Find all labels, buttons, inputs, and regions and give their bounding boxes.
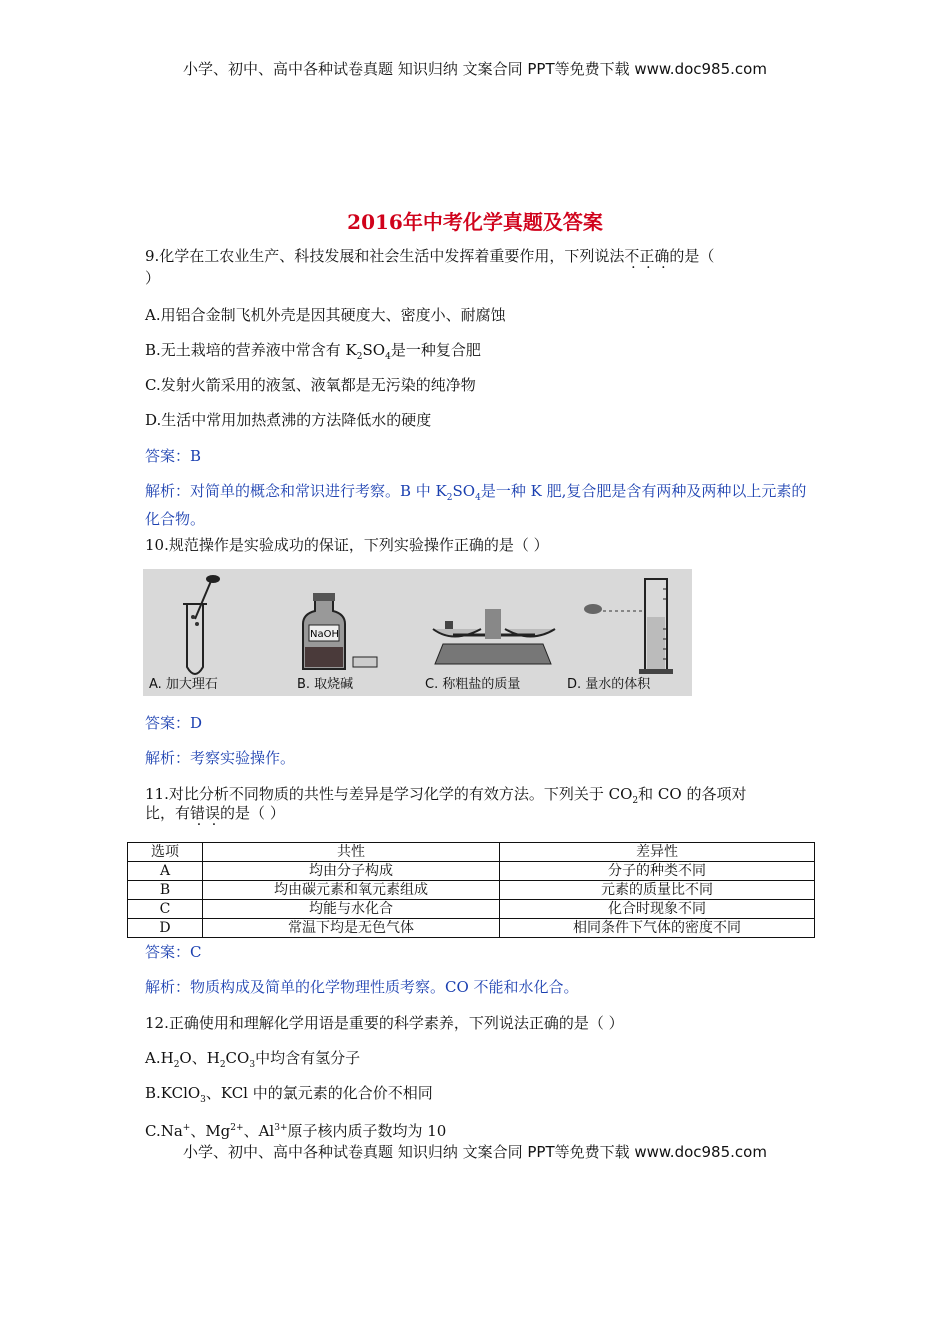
q11-stem-c1: 比，有 [145, 804, 191, 822]
q9-emph-1: 不 [624, 247, 640, 265]
table-cell: D [128, 919, 203, 938]
q9-stem-tail: 的是（ [669, 247, 715, 265]
q9-stem-close: ） [145, 269, 161, 287]
q11-stem-a: 11.对比分析不同物质的共性与差异是学习化学的有效方法。下列关于 CO [145, 785, 633, 803]
table-cell: 均由分子构成 [203, 862, 500, 881]
q9-analysis-pre: 解析：对简单的概念和常识进行考察。B 中 K [145, 482, 447, 500]
table-cell: B [128, 881, 203, 900]
table-cell: C [128, 900, 203, 919]
q9-b-post: 是一种复合肥 [390, 341, 481, 359]
q9-analysis [145, 481, 815, 530]
figure-label-a: A. 加大理石 [149, 677, 218, 692]
figure-panel-d [563, 569, 692, 696]
q9-option-c: C.发射火箭采用的液氢、液氧都是无污染的纯净物 [145, 376, 476, 394]
q12-a-mid2: CO [225, 1049, 250, 1067]
q9-option-a: A.用铝合金制飞机外壳是因其硬度大、密度小、耐腐蚀 [145, 306, 506, 324]
q10-analysis: 解析：考察实验操作。 [145, 749, 296, 767]
page-footer: 小学、初中、高中各种试卷真题 知识归纳 文案合同 PPT等免费下载 www.doc985.com [183, 1143, 767, 1161]
q9-emph-3: 确 [654, 247, 670, 265]
q11-stem-sub: 2 [632, 796, 639, 806]
q12-stem: 12.正确使用和理解化学用语是重要的科学素养，下列说法正确的是（ ） [145, 1014, 624, 1032]
table-cell: 均由碳元素和氧元素组成 [203, 881, 500, 900]
table-cell: 相同条件下气体的密度不同 [500, 919, 815, 938]
q12-a-sub1: 2 [173, 1060, 180, 1070]
q10-figure [143, 569, 692, 696]
q12-a-sub3: 3 [249, 1060, 256, 1070]
q12-b-pre: B.KClO [145, 1084, 201, 1102]
figure-panel-c [423, 569, 563, 696]
q12-option-b [145, 1083, 815, 1111]
table-header-cell: 共性 [203, 843, 500, 862]
q9-b-mid: SO [362, 341, 386, 359]
q9-analysis-sub1: 2 [446, 493, 453, 503]
q12-b-sub1: 3 [200, 1095, 206, 1105]
q9-analysis-mid: SO [452, 482, 476, 500]
figure-label-b: B. 取烧碱 [297, 677, 354, 692]
table-cell: 均能与水化合 [203, 900, 500, 919]
q11-answer: 答案：C [145, 943, 202, 961]
q9-option-d: D.生活中常用加热煮沸的方法降低水的硬度 [145, 411, 432, 429]
q12-c-sup1: + [182, 1123, 191, 1133]
table-cell: 元素的质量比不同 [500, 881, 815, 900]
q12-a-mid1: O、H [179, 1049, 220, 1067]
q12-c-sup3: 3+ [274, 1123, 288, 1133]
figure-label-c: C. 称粗盐的质量 [425, 677, 521, 692]
q9-option-b [145, 340, 815, 368]
q12-c-mid1: 、Mg [190, 1122, 231, 1140]
q9-b-sub2: 4 [385, 352, 391, 362]
table-cell: 分子的种类不同 [500, 862, 815, 881]
comparison-table [127, 842, 815, 938]
table-header-cell: 差异性 [500, 843, 815, 862]
q10-answer: 答案：D [145, 714, 203, 732]
bottle-label: NaOH [310, 629, 339, 640]
q12-c-post: 原子核内质子数均为 10 [287, 1122, 447, 1140]
figure-label-d: D. 量水的体积 [567, 677, 651, 692]
q11-emph-2: 误 [205, 804, 221, 822]
q12-a-pre: A.H [145, 1049, 174, 1067]
q11-stem-c2: 的是（ ） [220, 804, 285, 822]
q12-option-c [145, 1118, 815, 1142]
q10-stem: 10.规范操作是实验成功的保证，下列实验操作正确的是（ ） [145, 536, 549, 554]
q12-c-sup2: 2+ [230, 1123, 244, 1133]
q12-option-a [145, 1048, 815, 1076]
q9-emph-2: 正 [639, 247, 655, 265]
figure-panel-b [283, 569, 423, 696]
q11-stem-b: 和 CO 的各项对 [638, 785, 747, 803]
q9-b-pre: B.无土栽培的营养液中常含有 K [145, 341, 357, 359]
q9-b-sub1: 2 [356, 352, 363, 362]
q11-stem-2 [145, 803, 815, 824]
q11-emph-1: 错 [190, 804, 206, 822]
table-cell: A [128, 862, 203, 881]
table-header-row [128, 843, 815, 862]
table-row [128, 881, 815, 900]
q12-b-post: 、KCl 中的氯元素的化合价不相同 [205, 1084, 433, 1102]
q9-analysis-post: 是一种 K 肥,复合肥是含有两种及两种以上元素的化合物。 [145, 482, 807, 528]
q12-a-sub2: 2 [219, 1060, 226, 1070]
q12-c-mid2: 、Al [243, 1122, 275, 1140]
table-header-cell: 选项 [128, 843, 203, 862]
q12-a-post: 中均含有氢分子 [255, 1049, 361, 1067]
q9-answer: 答案：B [145, 447, 202, 465]
table-row [128, 919, 815, 938]
q11-analysis: 解析：物质构成及简单的化学物理性质考察。CO 不能和水化合。 [145, 978, 579, 996]
figure-panel-a [143, 569, 283, 696]
table-row [128, 862, 815, 881]
page-title: 2016年中考化学真题及答案 [347, 210, 603, 234]
table-cell: 化合时现象不同 [500, 900, 815, 919]
q9-analysis-sub2: 4 [475, 493, 481, 503]
q9-stem [145, 246, 815, 267]
table-row [128, 900, 815, 919]
q12-c-pre: C.Na [145, 1122, 183, 1140]
page-header: 小学、初中、高中各种试卷真题 知识归纳 文案合同 PPT等免费下载 www.doc985.com [183, 60, 767, 78]
q9-stem-text: 9.化学在工农业生产、科技发展和社会生活中发挥着重要作用，下列说法 [145, 247, 625, 265]
table-cell: 常温下均是无色气体 [203, 919, 500, 938]
